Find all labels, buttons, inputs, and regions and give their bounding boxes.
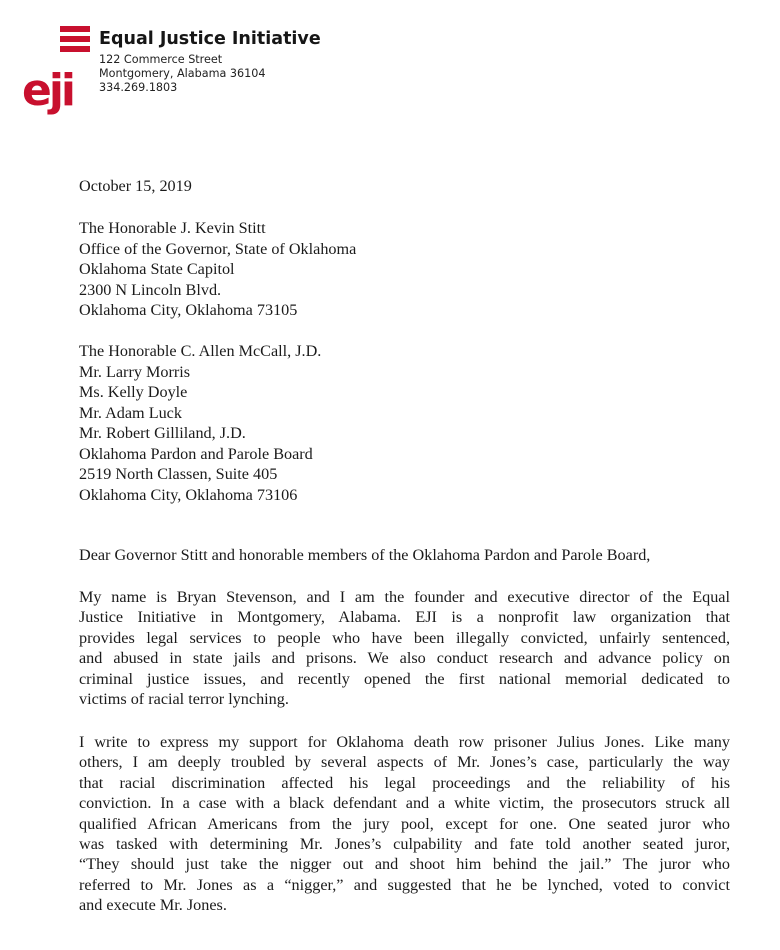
- recipient-line: The Honorable J. Kevin Stitt: [79, 219, 266, 237]
- letter-date: October 15, 2019: [79, 177, 192, 195]
- recipient-line: Office of the Governor, State of Oklahoma: [79, 239, 357, 258]
- recipient-line: Mr. Larry Morris: [79, 362, 191, 381]
- paragraph-line: was tasked with determining Mr. Jones’s culpability and fate told another seated juror,: [79, 835, 730, 854]
- paragraph-line: that racial discrimination affected his legal proceedings and the reliability of his: [79, 773, 730, 792]
- letterhead: [22, 25, 342, 115]
- recipient-line: Mr. Robert Gilliland, J.D.: [79, 424, 246, 442]
- paragraph-line: My name is Bryan Stevenson, and I am the founder and executive director of the Equal: [79, 588, 730, 606]
- recipient-line: Oklahoma City, Oklahoma 73105: [79, 301, 298, 319]
- org-name: Equal Justice Initiative: [99, 29, 321, 49]
- eji-logo: [22, 25, 92, 115]
- paragraph-line: Justice Initiative in Montgomery, Alabama. EJI is a nonprofit law organization that: [79, 608, 730, 627]
- paragraph-introduction: [79, 587, 730, 709]
- paragraph-line: conviction. In a case with a black defendant and a white victim, the prosecutors struck all: [79, 794, 730, 813]
- recipient-line: Oklahoma City, Oklahoma 73106: [79, 485, 298, 504]
- paragraph-line: and abused in state jails and prisons. We also conduct research and advance policy on: [79, 649, 730, 668]
- paragraph-line: provides legal services to people who have been illegally convicted, unfairly sentenced,: [79, 628, 730, 647]
- paragraph-line: “They should just take the nigger out and shoot him behind the jail.” The juror who: [79, 855, 730, 874]
- paragraph-line: qualified African Americans from the jury pool, except for one. One seated juror who: [79, 814, 730, 833]
- org-address-street: 122 Commerce Street: [99, 53, 223, 66]
- salutation: Dear Governor Stitt and honorable members of the Oklahoma Pardon and Parole Board,: [79, 546, 651, 564]
- recipient-line: Oklahoma Pardon and Parole Board: [79, 444, 313, 463]
- recipient-line: Mr. Adam Luck: [79, 403, 182, 422]
- org-phone: 334.269.1803: [99, 81, 178, 94]
- paragraph-line: others, I am deeply troubled by several aspects of Mr. Jones’s case, particularly the way: [79, 753, 730, 772]
- paragraph-line: I write to express my support for Oklahoma death row prisoner Julius Jones. Like many: [79, 733, 730, 751]
- org-address-city: Montgomery, Alabama 36104: [99, 67, 266, 80]
- paragraph-line: victims of racial terror lynching.: [79, 690, 289, 709]
- logo-text: eji: [22, 65, 74, 116]
- recipient-line: 2519 North Classen, Suite 405: [79, 465, 278, 483]
- paragraph-line: and execute Mr. Jones.: [79, 896, 227, 915]
- recipient-line: Ms. Kelly Doyle: [79, 383, 188, 401]
- recipient-line: Oklahoma State Capitol: [79, 260, 235, 278]
- paragraph-line: referred to Mr. Jones as a “nigger,” and suggested that he be lynched, voted to convict: [79, 875, 730, 894]
- paragraph-line: criminal justice issues, and recently opened the first national memorial dedicated to: [79, 669, 730, 688]
- recipient-line: 2300 N Lincoln Blvd.: [79, 280, 222, 299]
- paragraph-support: [79, 732, 730, 916]
- recipient-line: The Honorable C. Allen McCall, J.D.: [79, 342, 322, 360]
